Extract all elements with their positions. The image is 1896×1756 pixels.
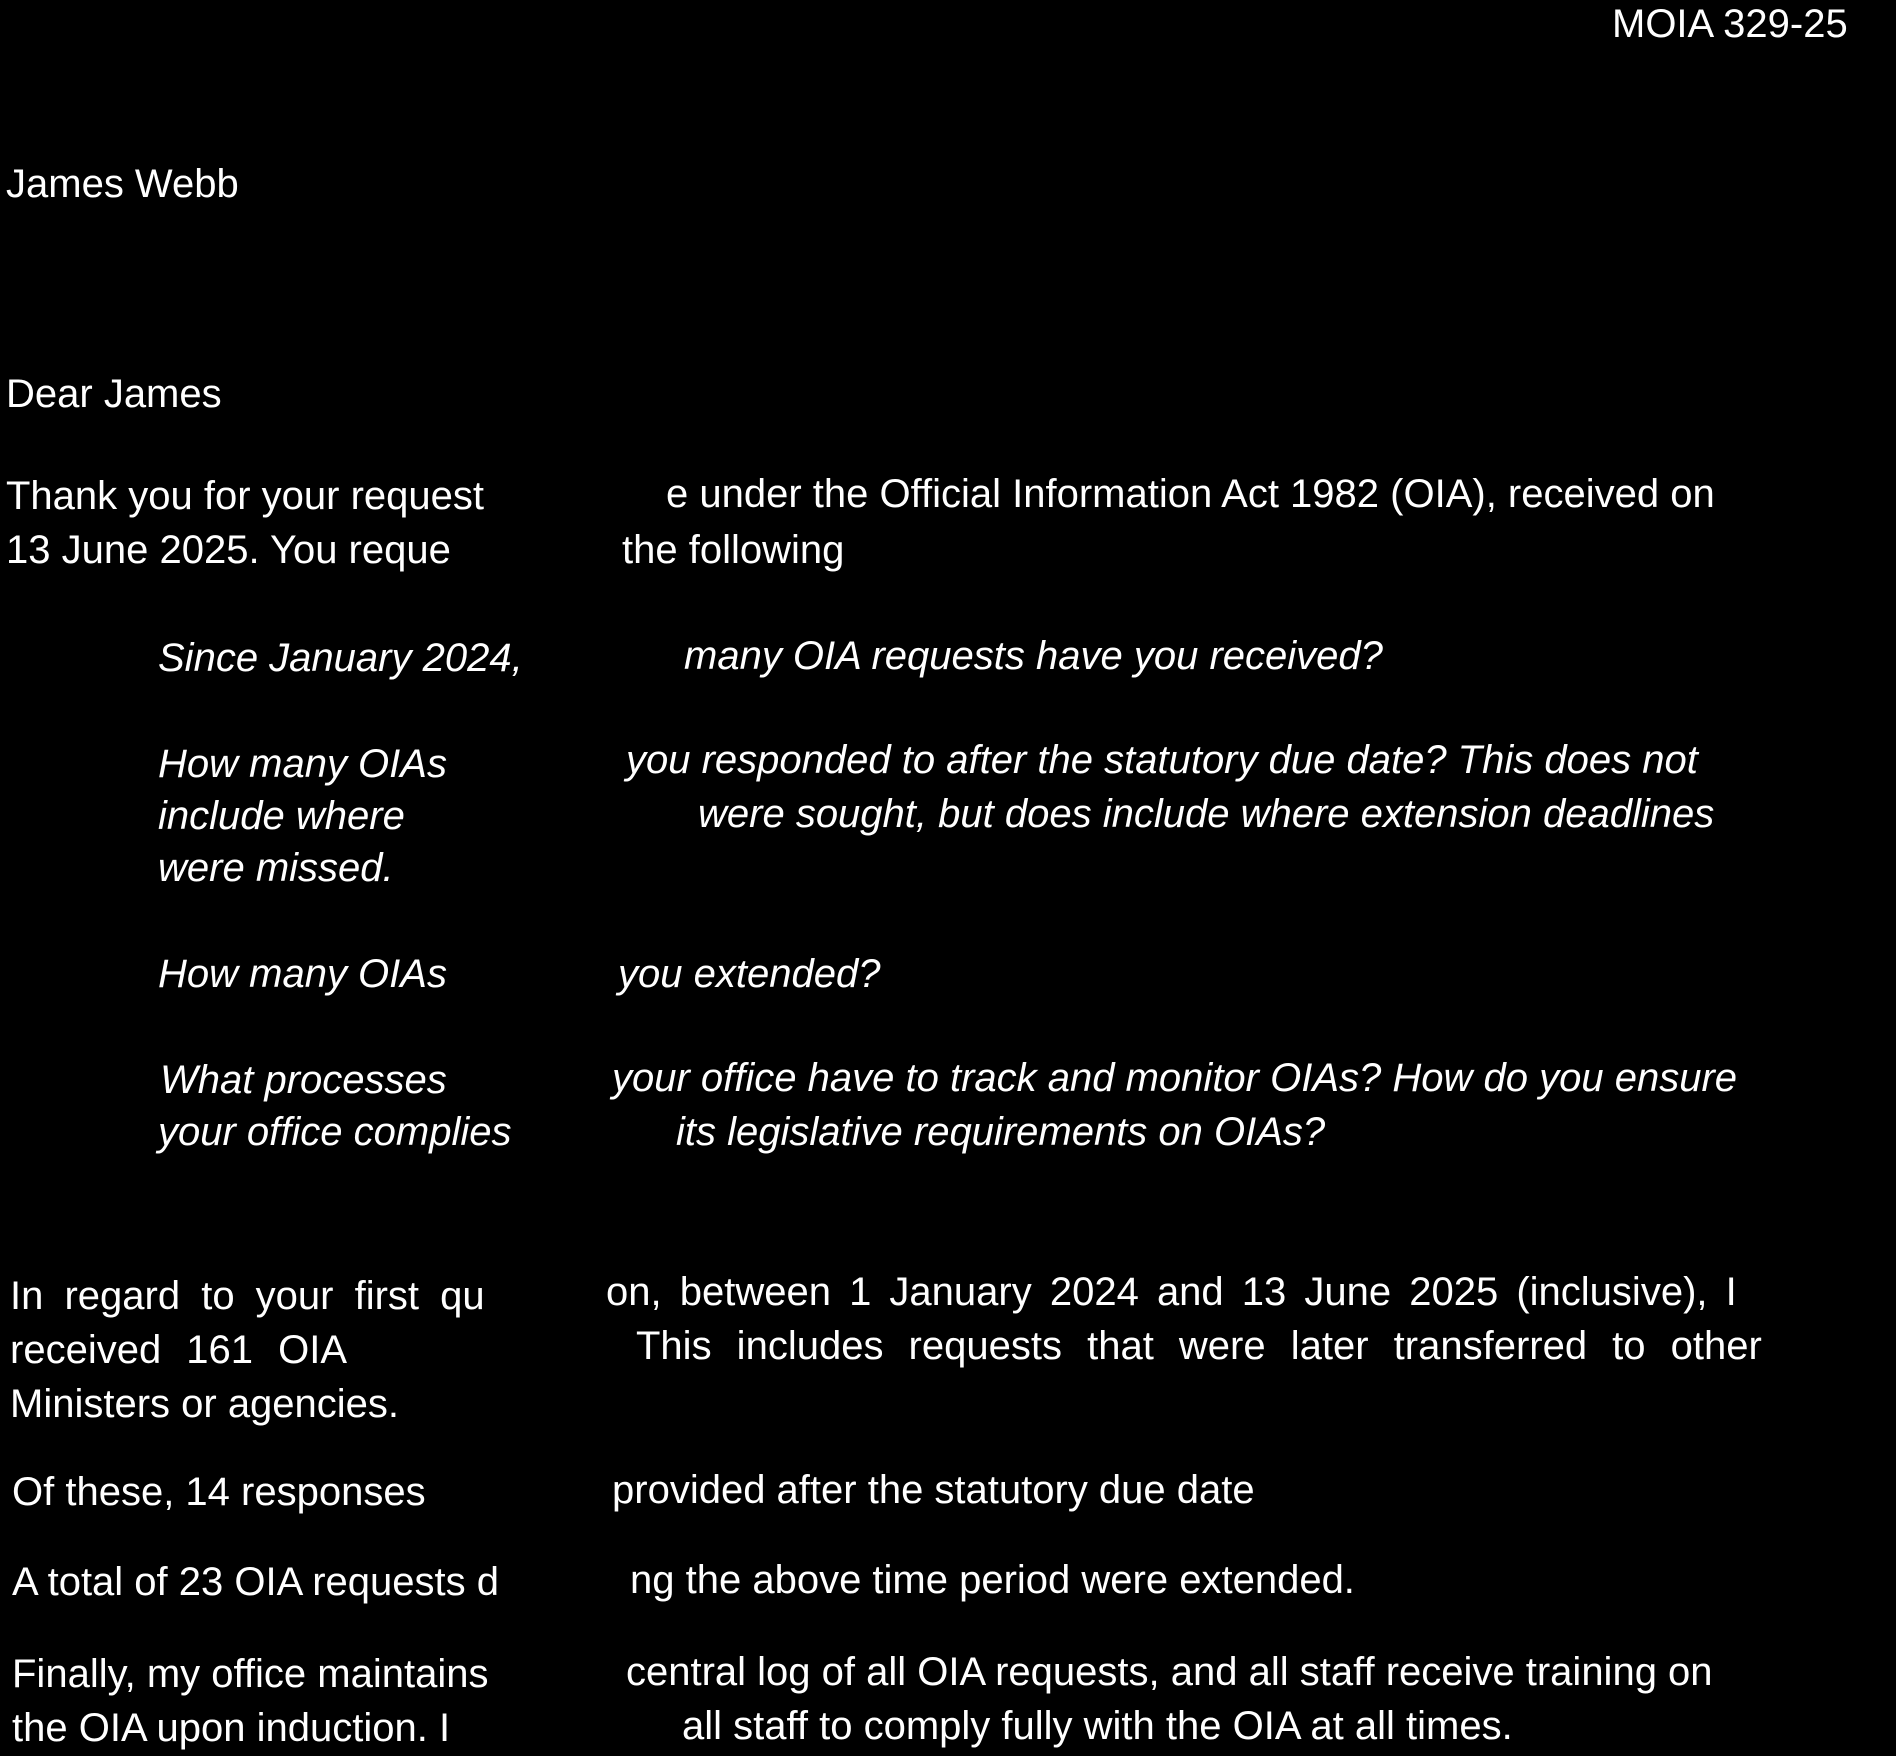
intro-line-1-left: Thank you for your request [6,474,485,518]
question-2-line-1-right: you responded to after the statutory due date? This does not [626,738,1698,782]
response-1-line-2-left: received 161 OIA [10,1328,348,1372]
salutation: Dear James [6,372,222,416]
intro-line-2-right: the following [622,528,845,572]
response-1-line-2-right: This includes requests that were later transferred to other [636,1324,1762,1368]
recipient-name: James Webb [6,162,239,206]
response-3-right: ng the above time period were extended. [630,1558,1355,1602]
question-2-line-2-right: were sought, but does include where extension deadlines [698,792,1715,836]
question-2-line-2-left: include where [158,794,405,838]
response-4-line-1-left: Finally, my office maintains [12,1652,489,1696]
response-3-left: A total of 23 OIA requests d [12,1560,499,1604]
question-1-left: Since January 2024, [158,636,523,680]
response-2-right: provided after the statutory due date [612,1468,1255,1512]
intro-line-1-right: e under the Official Information Act 1982 (OIA), received on [666,472,1715,516]
intro-line-2-left: 13 June 2025. You reque [6,528,451,572]
question-4-line-2-right: its legislative requirements on OIAs? [676,1110,1326,1154]
response-4-line-2-left: the OIA upon induction. I [12,1706,451,1750]
question-4-line-1-right: your office have to track and monitor OIAs? How do you ensure [612,1056,1738,1100]
question-2-line-3-left: were missed. [158,846,394,890]
question-4-line-1-left: What processes [160,1058,447,1102]
response-1-line-1-right: on, between 1 January 2024 and 13 June 2025 (inclusive), I [606,1270,1737,1314]
question-3-right: you extended? [618,952,881,996]
response-4-line-1-right: central log of all OIA requests, and all staff receive training on [626,1650,1713,1694]
question-4-line-2-left: your office complies [158,1110,512,1154]
response-4-line-2-right: all staff to comply fully with the OIA at all times. [682,1704,1513,1748]
response-2-left: Of these, 14 responses [12,1470,426,1514]
response-1-line-1-left: In regard to your first qu [10,1274,485,1318]
response-1-line-3-left: Ministers or agencies. [10,1382,400,1426]
question-3-left: How many OIAs [158,952,447,996]
reference-number: MOIA 329-25 [1612,2,1848,46]
question-2-line-1-left: How many OIAs [158,742,447,786]
question-1-right: many OIA requests have you received? [684,634,1383,678]
